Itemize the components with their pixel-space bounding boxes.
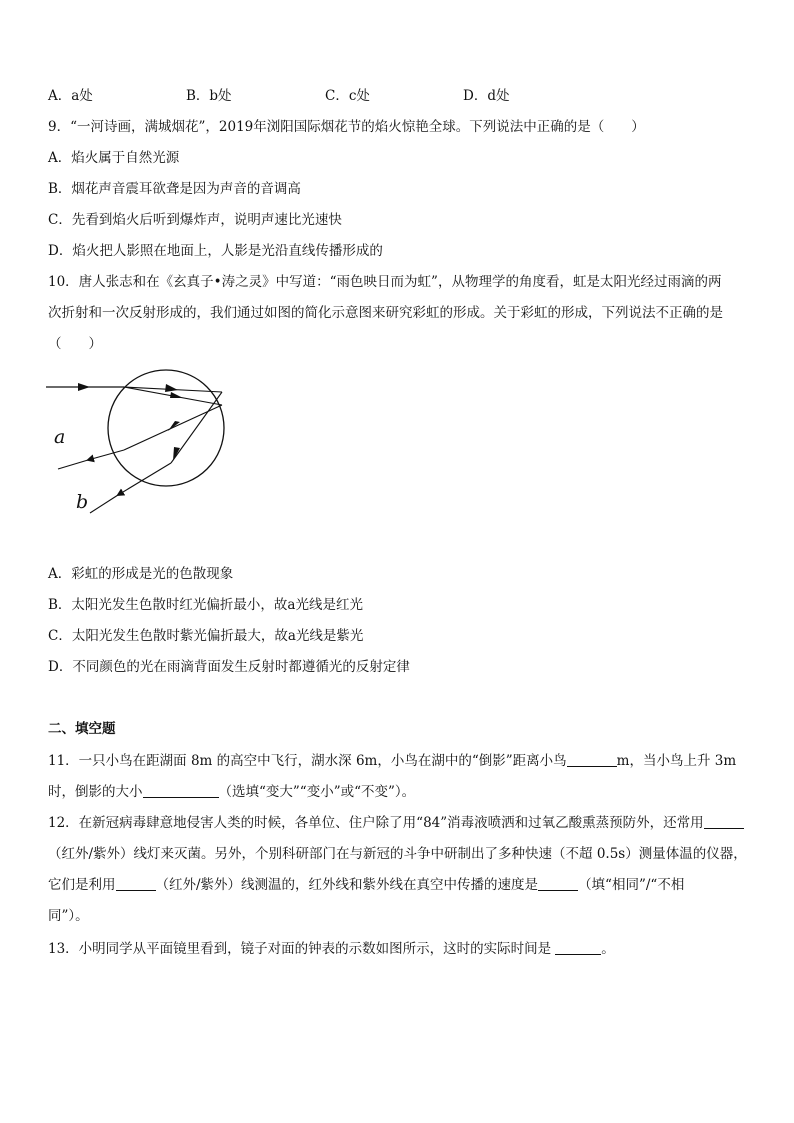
- emergent-ray-a: [88, 450, 124, 460]
- q10-stem-line1: 10．唐人张志和在《玄真子•涛之灵》中写道：“雨色映日而为虹”，从物理学的角度看，虹是太阳光经过雨滴的两: [48, 274, 722, 290]
- q12-blank-2[interactable]: [116, 876, 156, 891]
- q9-option-d: D．焰火把人影照在地面上，人影是光沿直线传播形成的: [48, 243, 383, 259]
- label-a: a: [54, 426, 66, 448]
- q10-stem-line2: 次折射和一次反射形成的，我们通过如图的简化示意图来研究彩虹的形成。关于彩虹的形成，下列说法不正确的是: [48, 305, 723, 321]
- reflected-arrow-b: [173, 447, 180, 461]
- q12-blank-1[interactable]: [704, 814, 744, 829]
- q10-option-d: D．不同颜色的光在雨滴背面发生反射时都遵循光的反射定律: [48, 659, 410, 675]
- q10-stem-line3: （ ）: [48, 336, 102, 352]
- q10-option-c: C．太阳光发生色散时紫光偏折最大，故a光线是紫光: [48, 628, 364, 644]
- q9-option-c: C．先看到焰火后听到爆炸声，说明声速比光速快: [48, 212, 342, 228]
- emergent-ray-b: [118, 463, 171, 495]
- q11-blank-2[interactable]: [143, 783, 219, 798]
- q8-option-d: D．d处: [463, 88, 510, 104]
- q12-text-4a: 同”）。: [48, 908, 89, 924]
- q13-text-b: 。: [601, 941, 615, 957]
- q11-text-1a: 11．一只小鸟在距湖面 8m 的高空中飞行，湖水深 6m，小鸟在湖中的“倒影”距离小鸟: [48, 753, 567, 769]
- q12-text-1a: 12．在新冠病毒肆意地侵害人类的时候，各单位、住户除了用“84”消毒液喷洒和过氧乙酸熏蒸预防外，还常用: [48, 815, 704, 831]
- q12-line3: [48, 876, 684, 894]
- q10-option-b: B．太阳光发生色散时红光偏折最小，故a光线是红光: [48, 597, 363, 613]
- refracted-arrow-lower: [165, 384, 178, 392]
- q13-line: [48, 940, 615, 958]
- label-b: b: [76, 491, 89, 513]
- q9-option-a: A．焰火属于自然光源: [48, 150, 180, 166]
- q9-stem: 9．“一河诗画，满城烟花”，2019年浏阳国际烟花节的焰火惊艳全球。下列说法中正确的是（ ）: [48, 119, 645, 135]
- emergent-ray-a-tail: [58, 460, 88, 469]
- q12-text-2a: （红外/紫外）线灯来灭菌。另外，个别科研部门在与新冠的斗争中研制出了多种快速（不超 0.5s）测量体温的仪器，: [48, 846, 747, 862]
- raindrop-refraction-figure: [40, 365, 240, 525]
- q12-line1: [48, 814, 744, 832]
- q8-option-a: A．a处: [48, 88, 93, 104]
- q12-line2: [48, 845, 747, 863]
- q12-line4: [48, 907, 89, 925]
- q12-text-3a: 它们是利用: [48, 877, 116, 893]
- q13-text-a: 13．小明同学从平面镜里看到，镜子对面的钟表的示数如图所示，这时的实际时间是: [48, 941, 552, 957]
- q11-text-2a: 时，倒影的大小: [48, 784, 143, 800]
- q13-blank[interactable]: [555, 940, 601, 955]
- q11-blank-1[interactable]: [567, 752, 617, 767]
- reflected-ray-b: [171, 392, 222, 463]
- emergent-ray-b-tail: [90, 495, 118, 513]
- q11-line2: [48, 783, 415, 801]
- q11-line1: [48, 752, 736, 770]
- refracted-arrow-upper: [170, 392, 183, 398]
- incident-arrow: [78, 383, 90, 391]
- q12-blank-3[interactable]: [538, 876, 578, 891]
- section-title: 二、填空题: [48, 721, 116, 737]
- q12-text-3c: （填“相同”/“不相: [578, 877, 685, 893]
- q8-option-c: C．c处: [325, 88, 370, 104]
- q12-text-3b: （红外/紫外）线测温的，红外线和紫外线在真空中传播的速度是: [155, 877, 539, 893]
- q8-option-b: B．b处: [186, 88, 232, 104]
- q10-option-a: A．彩虹的形成是光的色散现象: [48, 566, 234, 582]
- q9-option-b: B．烟花声音震耳欲聋是因为声音的音调高: [48, 181, 301, 197]
- q11-text-1b: m，当小鸟上升 3m: [616, 753, 737, 769]
- q11-text-2b: （选填“变大”“变小”或“不变”）。: [218, 784, 416, 800]
- reflected-arrow-a: [168, 421, 180, 431]
